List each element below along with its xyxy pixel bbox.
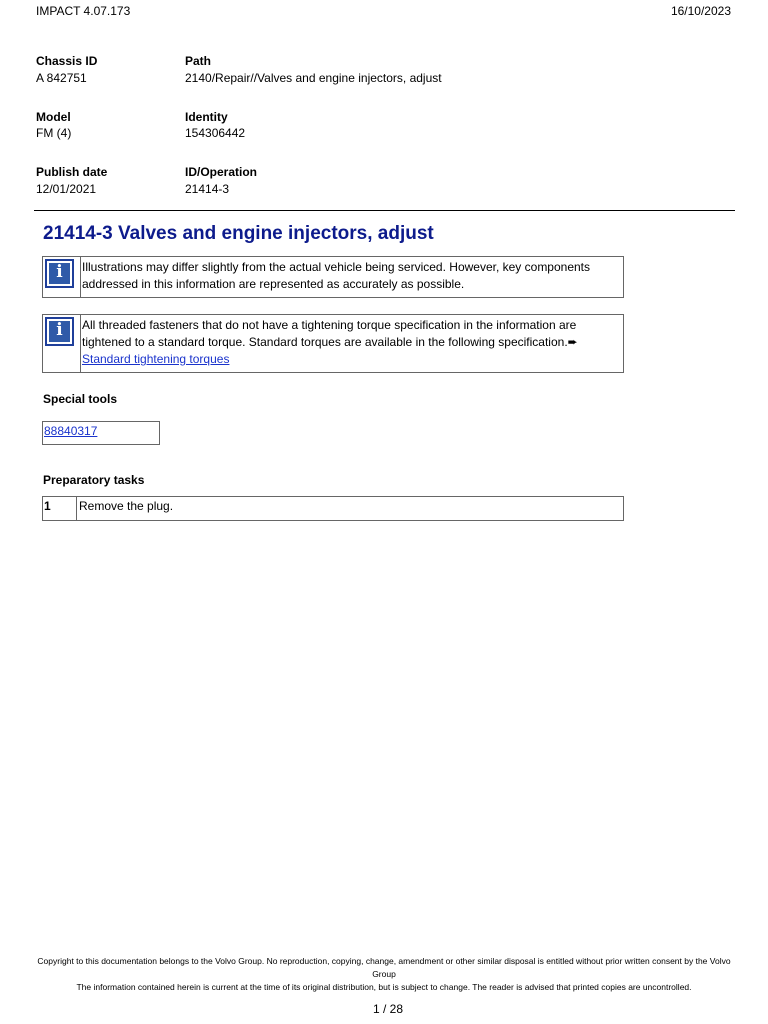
identity-label: Identity xyxy=(185,110,228,124)
app-version: IMPACT 4.07.173 xyxy=(36,4,131,18)
print-date: 16/10/2023 xyxy=(670,4,731,18)
chassis-id-label: Chassis ID xyxy=(36,54,98,68)
task-number: 1 xyxy=(44,499,51,513)
copyright-footer xyxy=(30,955,738,994)
note-text-block xyxy=(82,317,619,368)
operation-value: 21414-3 xyxy=(185,182,230,196)
header-divider xyxy=(34,210,735,211)
arrow-icon: ➨ xyxy=(567,335,578,349)
path-value: 2140/Repair//Valves and engine injectors, adjust xyxy=(185,71,442,85)
note-icon-cell xyxy=(43,315,81,372)
note-text: Illustrations may differ slightly from the actual vehicle being serviced. However, key components addressed in this information are represented as accurately as possible. xyxy=(82,260,591,291)
info-icon: i xyxy=(45,317,74,346)
cell-divider xyxy=(76,497,77,520)
task-text: Remove the plug. xyxy=(79,499,174,513)
publish-date-value: 12/01/2021 xyxy=(36,182,97,196)
identity-value: 154306442 xyxy=(185,126,246,140)
page-title: 21414-3 Valves and engine injectors, adjust xyxy=(43,223,434,244)
publish-date-label: Publish date xyxy=(36,165,108,179)
note-text: All threaded fasteners that do not have a tightening torque specification in the information are tightened to a standard torque. Standard torques are available in the following specification. xyxy=(82,318,577,349)
model-label: Model xyxy=(36,110,71,124)
special-tool-link[interactable]: 88840317 xyxy=(44,424,98,438)
standard-torques-link[interactable]: Standard tightening torques xyxy=(82,352,230,366)
table-row xyxy=(42,496,624,521)
page-number: 1 / 28 xyxy=(372,1002,404,1016)
note-illustrations xyxy=(42,256,624,298)
special-tool-cell xyxy=(42,421,160,445)
disclaimer-text: The information contained herein is current at the time of its original distribution, but is subject to change. The reader is advised that printed copies are uncontrolled. xyxy=(76,982,692,992)
copyright-text: Copyright to this documentation belongs to the Volvo Group. No reproduction, copying, change, amendment or other similar disposal is entitled without prior written consent by the Volvo Group xyxy=(37,956,731,979)
path-label: Path xyxy=(185,54,212,68)
note-torque xyxy=(42,314,624,373)
operation-label: ID/Operation xyxy=(185,165,258,179)
note-icon-cell xyxy=(43,257,81,297)
preparatory-tasks-heading: Preparatory tasks xyxy=(43,473,145,487)
info-icon: i xyxy=(45,259,74,288)
special-tools-heading: Special tools xyxy=(43,392,118,406)
model-value: FM (4) xyxy=(36,126,72,140)
chassis-id-value: A 842751 xyxy=(36,71,87,85)
